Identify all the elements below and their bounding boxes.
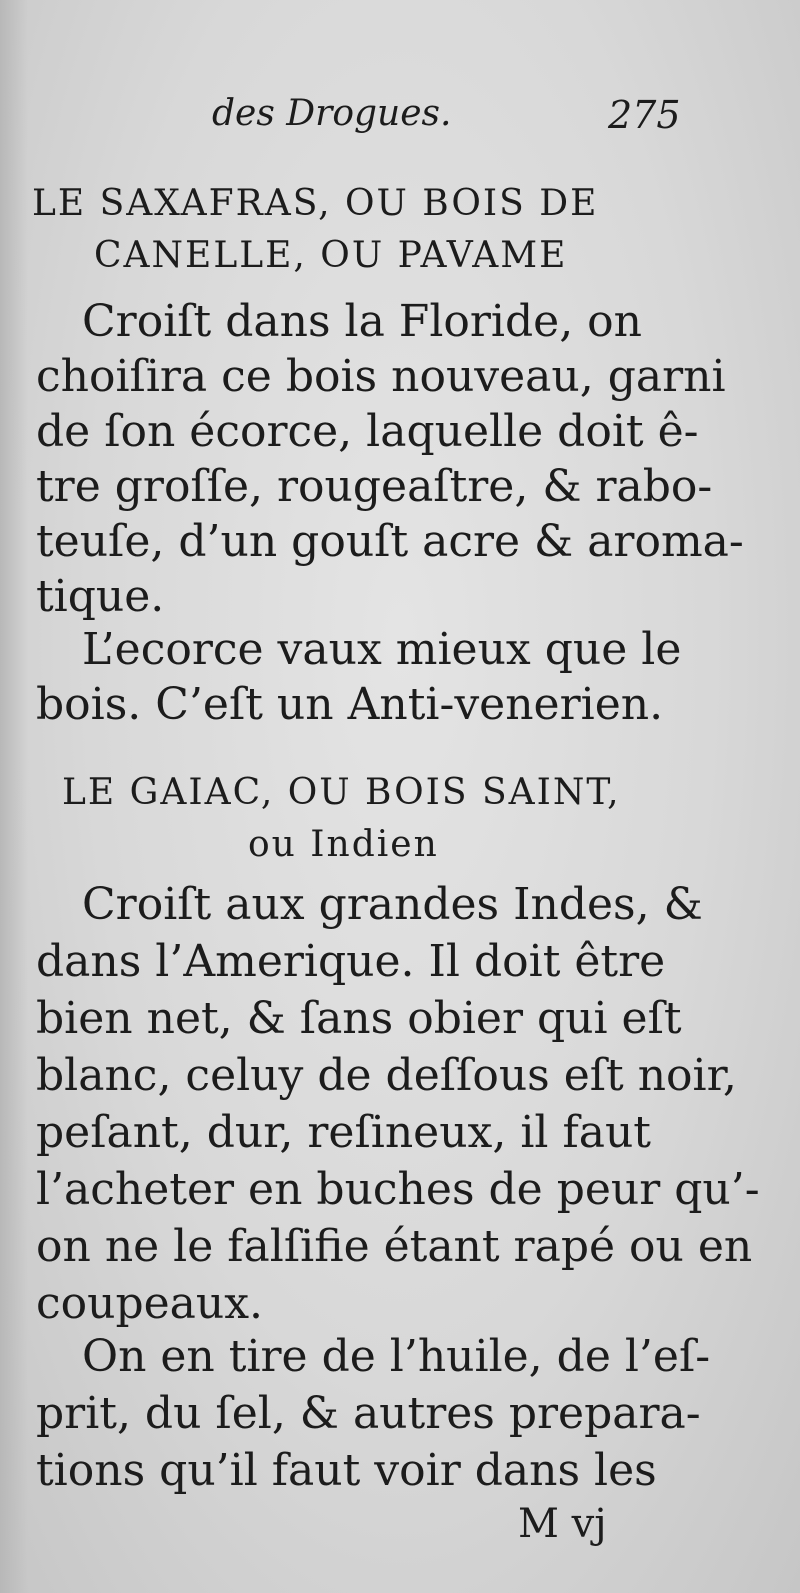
text-line: choiſira ce bois nouveau, garni [36, 351, 726, 402]
text-line: peſant, dur, reſineux, il faut [36, 1107, 651, 1158]
text-line: bois. C’eſt un Anti-venerien. [36, 679, 664, 730]
section-heading-gaiac-line-2: ou Indien [248, 824, 439, 865]
text-line: l’acheter en buches de peur qu’- [36, 1164, 760, 1215]
section-heading-gaiac-line-1: LE GAIAC, OU BOIS SAINT, [62, 772, 621, 813]
page-edge-shadow [0, 0, 28, 1593]
text-line: coupeaux. [36, 1278, 264, 1329]
text-line: tre groſſe, rougeaſtre, & rabo- [36, 461, 713, 512]
section-heading-saxafras-line-2: CANELLE, OU PAVAME [94, 235, 568, 276]
section-heading-saxafras-line-1: LE SAXAFRAS, OU BOIS DE [32, 183, 599, 224]
text-line: L’ecorce vaux mieux que le [82, 624, 682, 675]
text-line: Croiſt dans la Floride, on [82, 296, 643, 347]
text-line: dans l’Amerique. Il doit être [36, 936, 666, 987]
text-line: de ſon écorce, laquelle doit ê- [36, 406, 699, 457]
text-line: teuſe, d’un gouſt acre & aroma- [36, 516, 744, 567]
text-line: prit, du ſel, & autres prepara- [36, 1388, 701, 1439]
text-line: on ne le falſifie étant rapé ou en [36, 1221, 753, 1272]
text-line: blanc, celuy de deſſous eſt noir, [36, 1050, 737, 1101]
text-line: tions qu’il faut voir dans les [36, 1445, 657, 1496]
text-line: Croiſt aux grandes Indes, & [82, 879, 703, 930]
page-number: 275 [608, 93, 681, 137]
signature-mark: M vj [518, 1501, 607, 1547]
text-line: On en tire de l’huile, de l’eſ- [82, 1331, 711, 1382]
text-line: bien net, & ſans obier qui eſt [36, 993, 682, 1044]
running-title: des Drogues. [212, 93, 452, 134]
text-line: tique. [36, 571, 165, 622]
